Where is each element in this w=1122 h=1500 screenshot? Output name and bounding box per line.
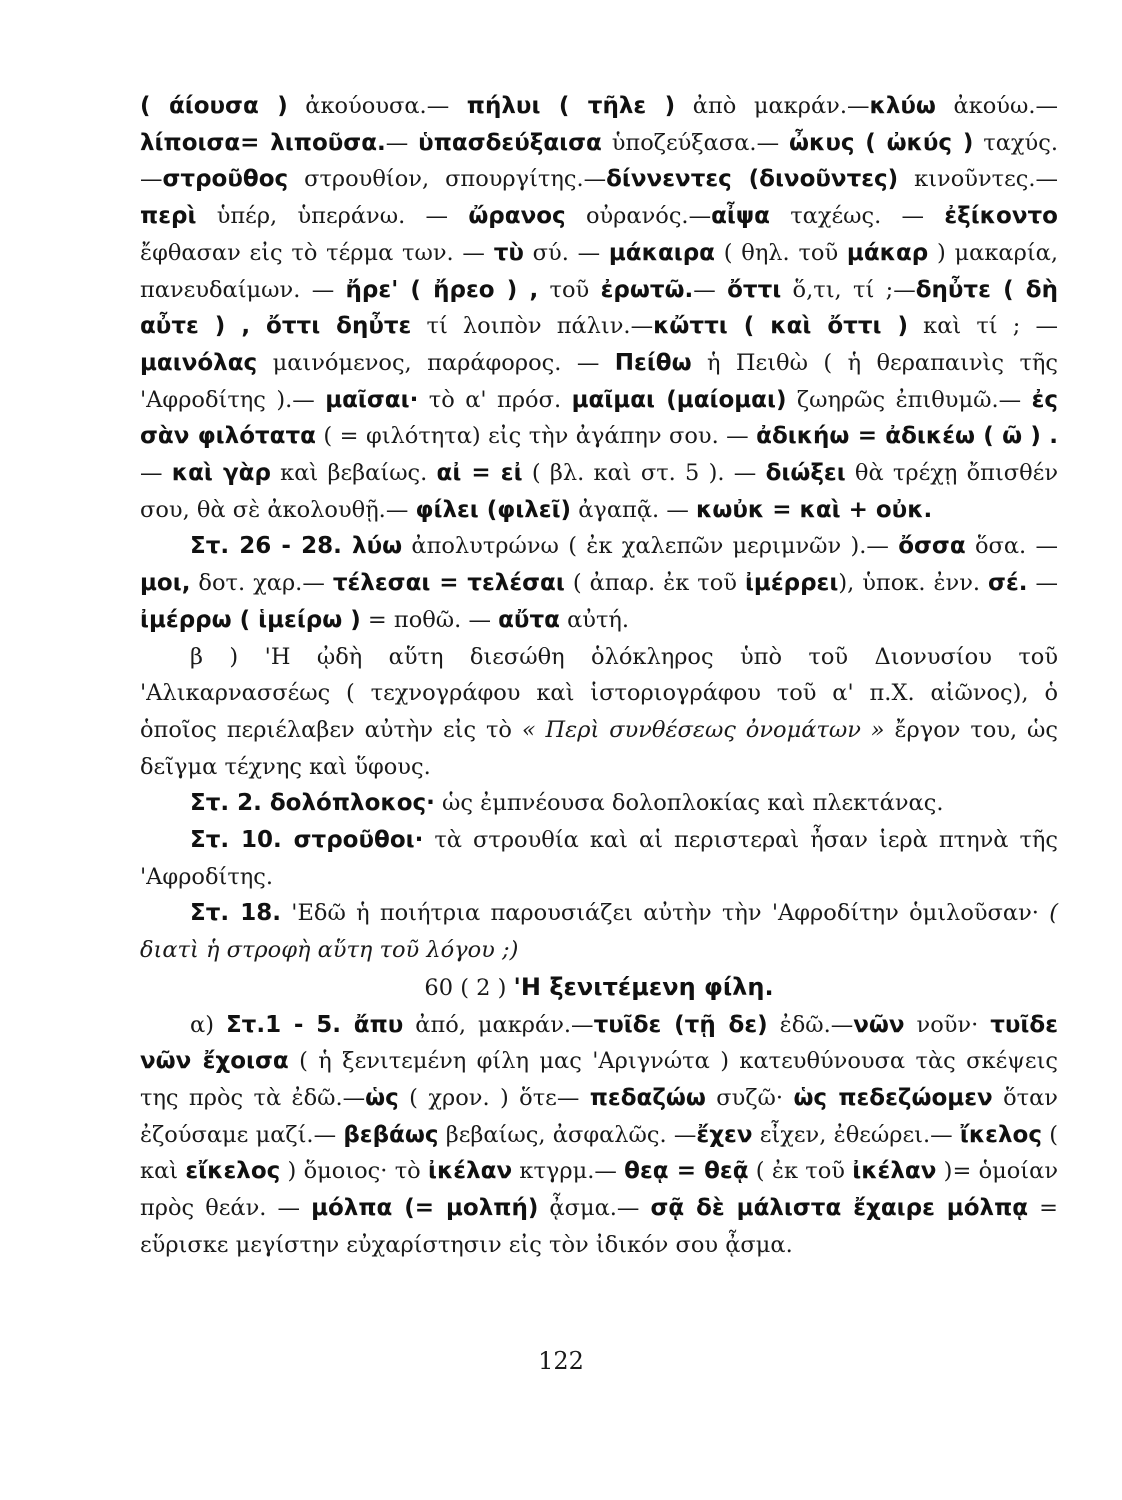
gloss-text: ἔφθασαν εἰς τὸ τέρμα των. — <box>140 239 494 266</box>
gloss-text: ( θηλ. τοῦ <box>714 239 847 266</box>
gloss-text: δοτ. χαρ.— <box>190 570 333 597</box>
headword: ἰμέρρω ( ἱμείρω ) <box>140 606 361 633</box>
gloss-text: συζῶ· <box>705 1084 794 1111</box>
gloss-text: ἀκούουσα.— <box>287 93 467 119</box>
headword: τὺ <box>493 239 524 266</box>
gloss-text: κινοῦντες.— <box>898 166 1058 193</box>
gloss-text: ἀπὸ μακράν.— <box>675 93 870 119</box>
note-line-10 <box>140 822 1058 895</box>
headword: βεβάως <box>343 1121 439 1148</box>
gloss-text: τὸ α' πρόσ. <box>418 386 572 413</box>
gloss-text: ᾆσμα.— <box>538 1195 651 1222</box>
headword: τυῖδε νῶν ἔχοισα <box>140 1011 1058 1075</box>
gloss-text: ὡς ἐμπνέουσα δολοπλοκίας καὶ πλεκτάνας. <box>434 790 944 817</box>
gloss-text: κτγρμ.— <box>512 1158 625 1185</box>
gloss-text: ( = φιλότητα) εἰς τὴν ἀγάπην σου. — <box>315 423 757 450</box>
gloss-text: ) ὅμοιος· τὸ <box>280 1158 428 1185</box>
headword: πεδαζώω <box>589 1084 706 1111</box>
headword: λίποισα= λιποῦσα. <box>140 129 386 156</box>
gloss-text: ὑποζεύξασα.— <box>601 129 789 156</box>
headword: ἰκέλαν <box>428 1158 513 1185</box>
headword: στροῦθος <box>162 166 289 193</box>
gloss-text: νοῦν· <box>904 1011 991 1038</box>
gloss-text: ), ὑποκ. ἐνν. <box>838 570 989 597</box>
headword: ὑπασδεύξαισα <box>418 129 602 156</box>
gloss-text: μαινόμενος, παράφορος. — <box>257 349 615 376</box>
headword: Στ. 10. στροῦθοι· <box>190 827 424 854</box>
headword: σᾷ δὲ μάλιστα ἔχαιρε μόλπᾳ <box>650 1195 1029 1222</box>
gloss-text: ὅταν ἐζούσαμε μαζί.— <box>140 1084 1058 1148</box>
gloss-text: ὑπέρ, ὑπεράνω. — <box>196 203 469 230</box>
headword: ὄττι <box>727 276 782 303</box>
gloss-text: βεβαίως, ἀσφαλῶς. — <box>438 1121 697 1148</box>
headword: Πείθω <box>614 349 692 376</box>
headword: καὶ γὰρ <box>171 460 271 487</box>
glossary-paragraph-2 <box>140 528 1058 638</box>
headword: περὶ <box>140 203 197 230</box>
gloss-text: )= ὁμοίαν πρὸς θεάν. — <box>140 1158 1058 1222</box>
headword: δηὖτε ( δὴ αὖτε ) , ὄττι δηὖτε <box>140 276 1058 340</box>
headword: ἤρε' ( ἤρεο ) , <box>345 276 539 303</box>
headword: ἐς σὰν φιλότατα <box>140 386 1058 450</box>
gloss-text: εἶχεν, ἐθεώρει.— <box>752 1121 960 1148</box>
gloss-text: — <box>693 276 728 303</box>
gloss-text: 'Εδῶ ἡ ποιήτρια παρουσιάζει αὐτὴν τὴν 'Αφροδίτην ὁμιλοῦσαν· <box>281 900 1050 927</box>
gloss-text: = εὕρισκε μεγίστην εὐχαρίστησιν εἰς τὸν ἰδικόν σου ᾆσμα. <box>140 1195 1058 1258</box>
gloss-text: ἀπό, μακράν.— <box>403 1011 594 1038</box>
gloss-text: — <box>1027 570 1058 597</box>
headword: ὡς πεδεζώομεν <box>793 1084 993 1111</box>
gloss-text: ὅσα. — <box>965 533 1058 560</box>
headword: ὦκυς ( ὠκύς ) <box>789 129 974 156</box>
note-line-2 <box>140 785 1058 822</box>
headword: διώξει <box>765 460 846 487</box>
headword: δίννεντες (δινοῦντες) <box>606 166 899 193</box>
headword: αὔτα <box>498 606 560 633</box>
headword: τυῖδε (τῇ δε) <box>593 1011 768 1038</box>
gloss-text: ( ἀπαρ. ἐκ τοῦ <box>564 570 745 597</box>
headword: φίλει (φιλεῖ) <box>415 496 572 523</box>
headword: ὤρανος <box>468 203 566 230</box>
headword: ἰμέρρει <box>744 570 839 597</box>
gloss-text: ἀγαπᾷ. — <box>571 496 696 523</box>
gloss-text: ἔργον του, ὡς δεῖγμα τέχνης καὶ ὕφους. <box>140 716 1059 780</box>
gloss-text: οὐρανός.— <box>565 203 712 230</box>
headword: κὤττι ( καὶ ὄττι ) <box>653 313 908 340</box>
gloss-text: — <box>385 129 419 156</box>
headword: Στ. 18. <box>190 900 282 927</box>
headword: κλύω <box>869 93 936 119</box>
headword: μάκαρ <box>846 239 929 266</box>
headword: ὄσσα <box>898 533 966 560</box>
headword: ἰκέλαν <box>852 1158 937 1185</box>
headword: Στ.1 - 5. ἄπυ <box>225 1011 404 1038</box>
headword: τέλεσαι = τελέσαι <box>332 570 565 597</box>
headword: μαινόλας <box>140 349 258 376</box>
section-heading <box>140 969 1058 1007</box>
headword: ἴκελος <box>959 1121 1042 1148</box>
gloss-text: καὶ βεβαίως. <box>270 460 437 487</box>
headword: πήλυι ( τῆλε ) <box>466 93 676 119</box>
gloss-text: τί λοιπὸν πάλιν.— <box>411 313 654 340</box>
headword: νῶν <box>853 1011 905 1038</box>
gloss-text: ζωηρῶς ἐπιθυμῶ.— <box>786 386 1032 413</box>
note-line-18 <box>140 895 1058 968</box>
headword: μαῖμαι (μαίομαι) <box>571 386 787 413</box>
gloss-text: ( καὶ <box>140 1121 1058 1185</box>
headword: αἶψα <box>711 203 770 230</box>
gloss-text: ταχέως. — <box>769 203 945 230</box>
headword: ὡς <box>365 1084 399 1111</box>
gloss-text: σύ. — <box>523 239 609 266</box>
gloss-text: 60 ( 2 ) <box>424 974 514 1001</box>
gloss-text: α) <box>190 1011 226 1038</box>
gloss-text: ) μακαρία, πανευδαίμων. — <box>140 239 1059 303</box>
headword: κωὐκ = καὶ + οὐκ. <box>696 496 933 523</box>
gloss-text: θὰ τρέχῃ ὄπισθέν σου, θὰ σὲ ἀκολουθῇ.— <box>140 460 1059 523</box>
gloss-text: στρουθίον, σπουργίτης.— <box>288 166 607 193</box>
gloss-text: ὅ,τι, τί ;— <box>781 276 916 303</box>
italic-text: « Περὶ συνθέσεως ὀνομάτων » <box>521 716 885 743</box>
gloss-text: = ποθῶ. — <box>360 606 499 633</box>
glossary-paragraph-1 <box>140 88 1058 528</box>
headword: μαῖσαι· <box>325 386 419 413</box>
gloss-text: ἐδῶ.— <box>767 1011 854 1038</box>
gloss-text: ἀπολυτρώνω ( ἐκ χαλεπῶν μεριμνῶν ).— <box>402 533 899 560</box>
gloss-text: ( ἐκ τοῦ <box>748 1158 853 1185</box>
gloss-text: αὐτή. <box>559 606 630 633</box>
gloss-text: τὰ στρουθία καὶ αἱ περιστεραὶ ἦσαν ἱερὰ πτηνὰ τῆς 'Αφροδίτης. <box>140 827 1059 890</box>
gloss-text: ἡ Πειθὼ ( ἡ θεραπαινὶς τῆς 'Αφροδίτης ).— <box>140 349 1058 413</box>
headword: 'Η ξενιτέμενη φίλη. <box>513 972 774 1001</box>
headword: εἴκελος <box>185 1158 281 1185</box>
headword: ( άίουσα ) <box>140 93 288 119</box>
headword: ἐξίκοντο <box>944 203 1058 230</box>
document-page <box>140 88 1058 1264</box>
glossary-paragraph-a <box>140 1007 1058 1264</box>
headword: ἐρωτῶ. <box>600 276 694 303</box>
headword: αἰ = εἰ <box>436 460 523 487</box>
commentary-paragraph-b <box>140 639 1058 786</box>
headword: Στ. 26 - 28. λύω <box>190 533 403 560</box>
gloss-text: ἀκούω.— <box>935 93 1058 119</box>
headword: μόλπα (= μολπή) <box>311 1195 539 1222</box>
headword: σέ. <box>988 570 1028 597</box>
headword: μάκαιρα <box>608 239 715 266</box>
italic-text: ( διατὶ ἡ στροφὴ αὕτη τοῦ λόγου ;) <box>140 900 1058 964</box>
gloss-text: — <box>140 460 172 487</box>
gloss-text: ταχύς.— <box>140 129 1058 193</box>
gloss-text: β ) 'Η ᾠδὴ αὕτη διεσώθη ὁλόκληρος ὑπὸ τοῦ Διονυσίου τοῦ 'Αλικαρνασσέως ( τεχνογράφου καὶ ἱστοριογράφου τοῦ α' π.Χ. αἰῶνος), ὁ ὁποῖος περιέλαβεν αὐτὴν εἰς τὸ <box>140 643 1058 743</box>
gloss-text: καὶ τί ; — <box>907 313 1058 340</box>
gloss-text: ( ἡ ξενιτεμένη φίλη μας 'Αριγνώτα ) κατευθύνουσα τὰς σκέψεις της πρὸς τὰ ἐδῶ.— <box>140 1048 1058 1111</box>
gloss-text: ( χρον. ) ὅτε— <box>398 1084 590 1111</box>
gloss-text: τοῦ <box>538 276 601 303</box>
headword: ἔχεν <box>696 1121 753 1148</box>
page-number: 122 <box>538 1347 584 1375</box>
headword: μοι, <box>140 570 191 597</box>
gloss-text: ( βλ. καὶ στ. 5 ). — <box>522 460 766 487</box>
headword: Στ. 2. δολόπλοκος· <box>190 790 435 817</box>
headword: ἀδικήω = ἀδικέω ( ῶ ) . <box>756 423 1058 450</box>
headword: θεᾳ = θεᾷ <box>624 1158 749 1185</box>
